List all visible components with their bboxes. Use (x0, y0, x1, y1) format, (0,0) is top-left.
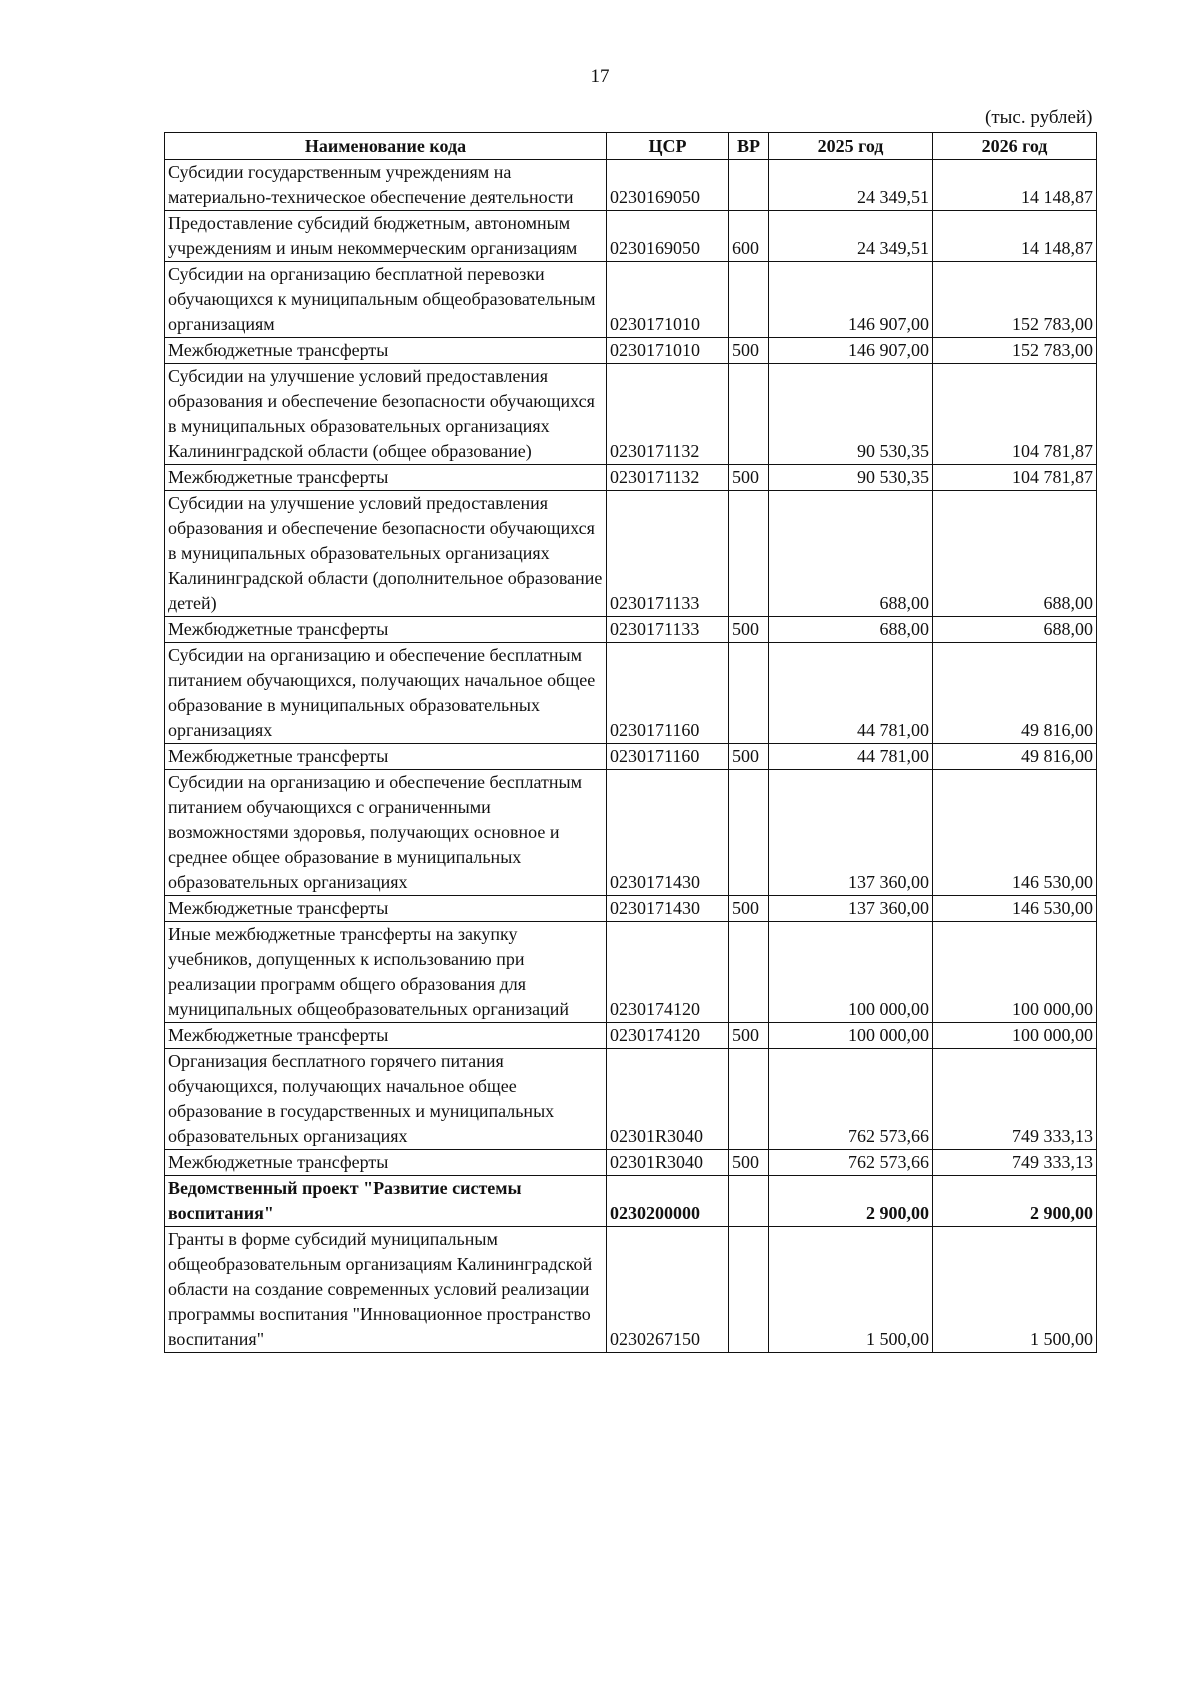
page-number: 17 (590, 66, 610, 87)
table-row (165, 491, 1097, 617)
cell-2026: 749 333,13 (933, 1049, 1097, 1150)
cell-2025: 137 360,00 (769, 770, 933, 896)
cell-vr (729, 1227, 769, 1353)
cell-2026: 2 900,00 (933, 1176, 1097, 1227)
table-row (165, 643, 1097, 744)
cell-2026: 146 530,00 (933, 770, 1097, 896)
cell-csr: 0230171133 (607, 491, 729, 617)
cell-vr (729, 1049, 769, 1150)
cell-name: Межбюджетные трансферты (165, 1023, 607, 1049)
cell-csr: 02301R3040 (607, 1150, 729, 1176)
cell-csr: 0230171430 (607, 770, 729, 896)
cell-name: Субсидии на организацию и обеспечение бесплатным питанием обучающихся с ограниченными возможностями здоровья, получающих основное и среднее общее образование в муниципальных образовательных организациях (165, 770, 607, 896)
cell-2025: 24 349,51 (769, 211, 933, 262)
cell-name: Субсидии государственным учреждениям на материально-техническое обеспечение деятельности (165, 160, 607, 211)
cell-2025: 90 530,35 (769, 465, 933, 491)
table-row (165, 1176, 1097, 1227)
cell-2025: 688,00 (769, 617, 933, 643)
cell-vr (729, 1176, 769, 1227)
cell-vr: 600 (729, 211, 769, 262)
cell-csr: 0230169050 (607, 160, 729, 211)
cell-vr: 500 (729, 617, 769, 643)
cell-csr: 0230171010 (607, 262, 729, 338)
cell-csr: 0230171133 (607, 617, 729, 643)
cell-name: Межбюджетные трансферты (165, 1150, 607, 1176)
cell-csr: 0230169050 (607, 211, 729, 262)
header-2025: 2025 год (769, 133, 933, 160)
table-row (165, 160, 1097, 211)
cell-2025: 44 781,00 (769, 744, 933, 770)
cell-2025: 146 907,00 (769, 262, 933, 338)
cell-vr: 500 (729, 1150, 769, 1176)
cell-2026: 49 816,00 (933, 643, 1097, 744)
cell-name: Ведомственный проект "Развитие системы воспитания" (165, 1176, 607, 1227)
cell-vr (729, 922, 769, 1023)
cell-2026: 152 783,00 (933, 338, 1097, 364)
cell-2026: 104 781,87 (933, 364, 1097, 465)
cell-name: Субсидии на организацию бесплатной перевозки обучающихся к муниципальным общеобразовательным организациям (165, 262, 607, 338)
table-row (165, 1227, 1097, 1353)
cell-name: Межбюджетные трансферты (165, 896, 607, 922)
cell-vr: 500 (729, 1023, 769, 1049)
header-2026: 2026 год (933, 133, 1097, 160)
cell-vr: 500 (729, 744, 769, 770)
cell-2026: 14 148,87 (933, 211, 1097, 262)
cell-csr: 02301R3040 (607, 1049, 729, 1150)
table-row (165, 770, 1097, 896)
cell-csr: 0230171132 (607, 364, 729, 465)
cell-name: Межбюджетные трансферты (165, 744, 607, 770)
cell-2026: 146 530,00 (933, 896, 1097, 922)
header-name: Наименование кода (165, 133, 607, 160)
cell-name: Субсидии на улучшение условий предоставления образования и обеспечение безопасности обучающихся в муниципальных образовательных организациях Калининградской области (дополнительное образование детей) (165, 491, 607, 617)
cell-2026: 688,00 (933, 491, 1097, 617)
cell-name: Гранты в форме субсидий муниципальным общеобразовательным организациям Калининградской области на создание современных условий реализации программы воспитания "Инновационное пространство воспитания" (165, 1227, 607, 1353)
cell-name: Субсидии на улучшение условий предоставления образования и обеспечение безопасности обучающихся в муниципальных образовательных организациях Калининградской области (общее образование) (165, 364, 607, 465)
table-row (165, 1049, 1097, 1150)
cell-2025: 44 781,00 (769, 643, 933, 744)
cell-csr: 0230171160 (607, 643, 729, 744)
table-row (165, 262, 1097, 338)
units-label: (тыс. рублей) (985, 107, 1093, 128)
cell-vr: 500 (729, 338, 769, 364)
table-row (165, 211, 1097, 262)
cell-2025: 688,00 (769, 491, 933, 617)
table-row (165, 617, 1097, 643)
cell-2026: 49 816,00 (933, 744, 1097, 770)
cell-csr: 0230171132 (607, 465, 729, 491)
cell-2026: 100 000,00 (933, 922, 1097, 1023)
cell-2025: 762 573,66 (769, 1049, 933, 1150)
cell-2025: 90 530,35 (769, 364, 933, 465)
cell-vr: 500 (729, 896, 769, 922)
cell-2025: 762 573,66 (769, 1150, 933, 1176)
cell-name: Межбюджетные трансферты (165, 617, 607, 643)
header-csr: ЦСР (607, 133, 729, 160)
cell-csr: 0230267150 (607, 1227, 729, 1353)
table-row (165, 1023, 1097, 1049)
header-vr: ВР (729, 133, 769, 160)
table-row (165, 896, 1097, 922)
cell-name: Иные межбюджетные трансферты на закупку учебников, допущенных к использованию при реализации программ общего образования для муниципальных общеобразовательных организаций (165, 922, 607, 1023)
cell-name: Предоставление субсидий бюджетным, автономным учреждениям и иным некоммерческим организациям (165, 211, 607, 262)
cell-2026: 152 783,00 (933, 262, 1097, 338)
table-row (165, 364, 1097, 465)
cell-2025: 100 000,00 (769, 1023, 933, 1049)
table-row (165, 744, 1097, 770)
cell-name: Межбюджетные трансферты (165, 465, 607, 491)
cell-2025: 1 500,00 (769, 1227, 933, 1353)
budget-table (164, 132, 1097, 1353)
table-body (165, 160, 1097, 1353)
cell-vr (729, 364, 769, 465)
cell-2026: 100 000,00 (933, 1023, 1097, 1049)
table-row (165, 922, 1097, 1023)
table-row (165, 338, 1097, 364)
cell-vr (729, 770, 769, 896)
cell-csr: 0230171430 (607, 896, 729, 922)
cell-2025: 137 360,00 (769, 896, 933, 922)
cell-vr (729, 160, 769, 211)
cell-csr: 0230171160 (607, 744, 729, 770)
table-row (165, 1150, 1097, 1176)
cell-name: Субсидии на организацию и обеспечение бесплатным питанием обучающихся, получающих начальное общее образование в муниципальных образовательных организациях (165, 643, 607, 744)
cell-vr (729, 643, 769, 744)
cell-csr: 0230200000 (607, 1176, 729, 1227)
cell-2026: 1 500,00 (933, 1227, 1097, 1353)
cell-2026: 104 781,87 (933, 465, 1097, 491)
cell-name: Межбюджетные трансферты (165, 338, 607, 364)
table-row (165, 465, 1097, 491)
cell-2025: 146 907,00 (769, 338, 933, 364)
cell-csr: 0230171010 (607, 338, 729, 364)
cell-2026: 749 333,13 (933, 1150, 1097, 1176)
table-header-row (165, 133, 1097, 160)
cell-csr: 0230174120 (607, 922, 729, 1023)
cell-vr (729, 262, 769, 338)
cell-2026: 14 148,87 (933, 160, 1097, 211)
cell-vr (729, 491, 769, 617)
cell-vr: 500 (729, 465, 769, 491)
cell-2025: 2 900,00 (769, 1176, 933, 1227)
cell-2026: 688,00 (933, 617, 1097, 643)
cell-csr: 0230174120 (607, 1023, 729, 1049)
cell-2025: 100 000,00 (769, 922, 933, 1023)
cell-2025: 24 349,51 (769, 160, 933, 211)
cell-name: Организация бесплатного горячего питания обучающихся, получающих начальное общее образование в государственных и муниципальных образовательных организациях (165, 1049, 607, 1150)
